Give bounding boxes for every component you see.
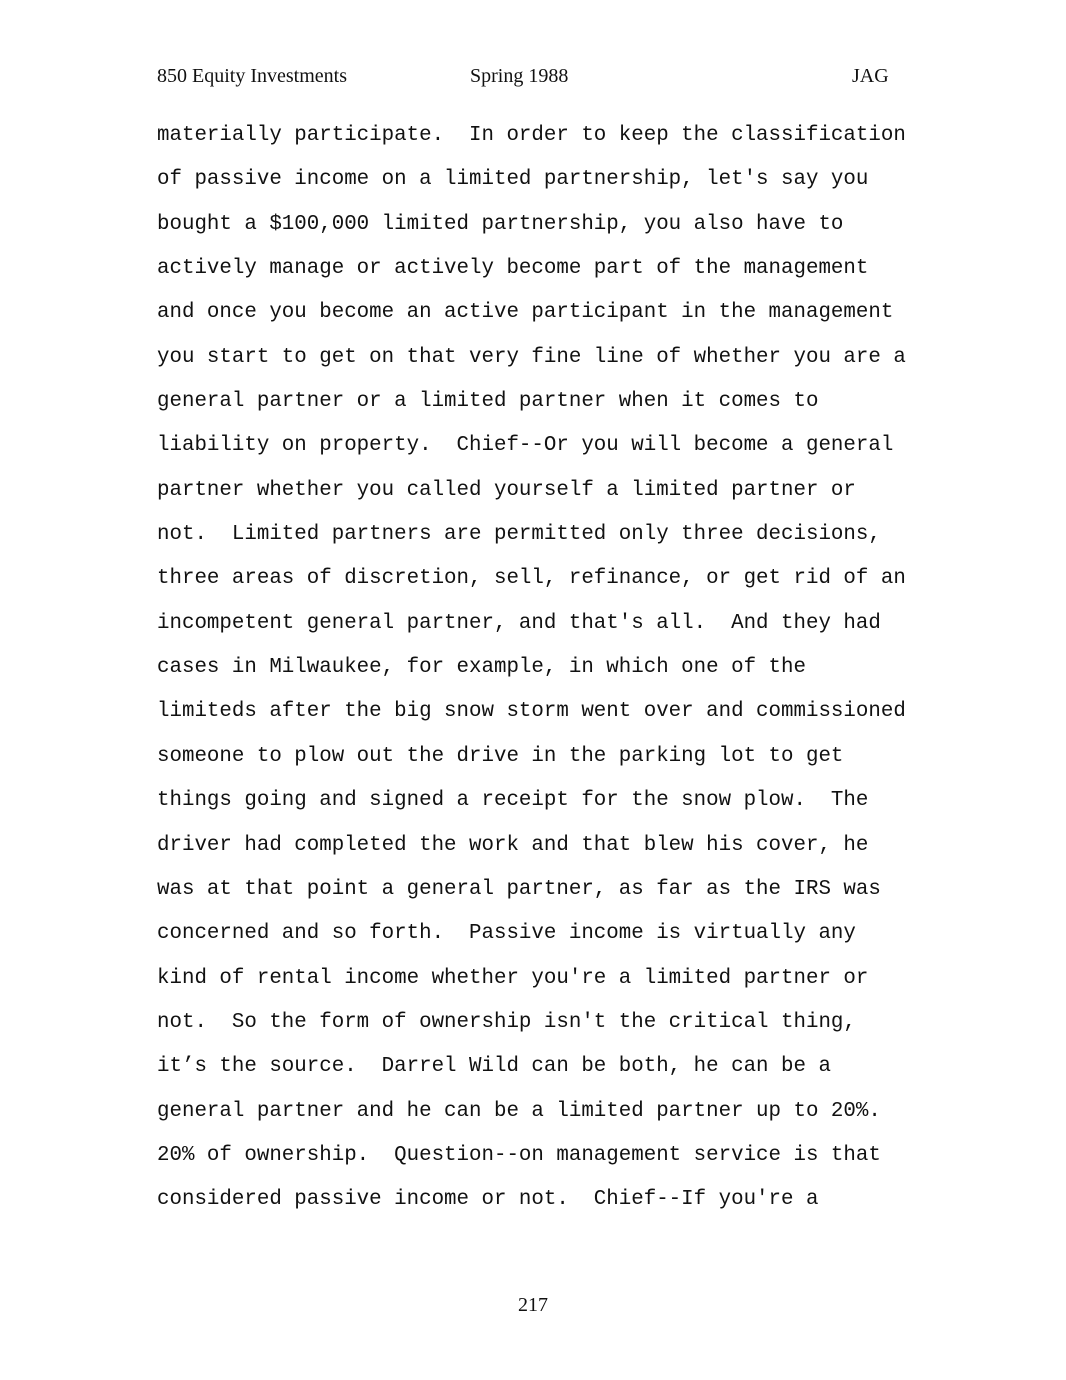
text-line: materially participate. In order to keep the classification	[157, 124, 906, 147]
text-line: partner whether you called yourself a limited partner or	[157, 478, 856, 502]
text-line: bought a $100,000 limited partnership, you also have to	[157, 212, 844, 236]
text-line: was at that point a general partner, as far as the IRS was	[157, 877, 881, 901]
header-term: Spring 1988	[470, 65, 569, 87]
text-line: actively manage or actively become part of the management	[157, 257, 869, 281]
text-line: things going and signed a receipt for the snow plow. The	[157, 789, 869, 813]
text-line: liability on property. Chief--Or you will become a general	[157, 434, 894, 458]
text-line: it’s the source. Darrel Wild can be both, he can be a	[157, 1055, 831, 1079]
transcript-body	[157, 120, 927, 1229]
text-line: driver had completed the work and that blew his cover, he	[157, 833, 869, 857]
text-line: considered passive income or not. Chief--If you're a	[157, 1188, 819, 1212]
text-line: you start to get on that very fine line of whether you are a	[157, 345, 906, 369]
header-course-title: 850 Equity Investments	[157, 65, 347, 87]
text-line: someone to plow out the drive in the parking lot to get	[157, 744, 844, 768]
header-initials: JAG	[852, 65, 889, 87]
text-line: concerned and so forth. Passive income is virtually any	[157, 922, 856, 946]
text-line: not. Limited partners are permitted only three decisions,	[157, 523, 881, 547]
text-line: three areas of discretion, sell, refinance, or get rid of an	[157, 567, 906, 591]
text-line: general partner or a limited partner when it comes to	[157, 390, 819, 414]
text-line: kind of rental income whether you're a limited partner or	[157, 966, 869, 990]
text-line: limiteds after the big snow storm went over and commissioned	[157, 700, 906, 724]
text-line: not. So the form of ownership isn't the critical thing,	[157, 1010, 856, 1034]
text-line: general partner and he can be a limited partner up to 20%.	[157, 1099, 881, 1123]
text-line: and once you become an active participant in the management	[157, 301, 894, 325]
page-number: 217	[518, 1294, 548, 1316]
text-line: incompetent general partner, and that's all. And they had	[157, 611, 881, 635]
text-line: cases in Milwaukee, for example, in which one of the	[157, 656, 806, 680]
text-line: of passive income on a limited partnership, let's say you	[157, 168, 869, 192]
text-line: 20% of ownership. Question--on management service is that	[157, 1143, 881, 1167]
